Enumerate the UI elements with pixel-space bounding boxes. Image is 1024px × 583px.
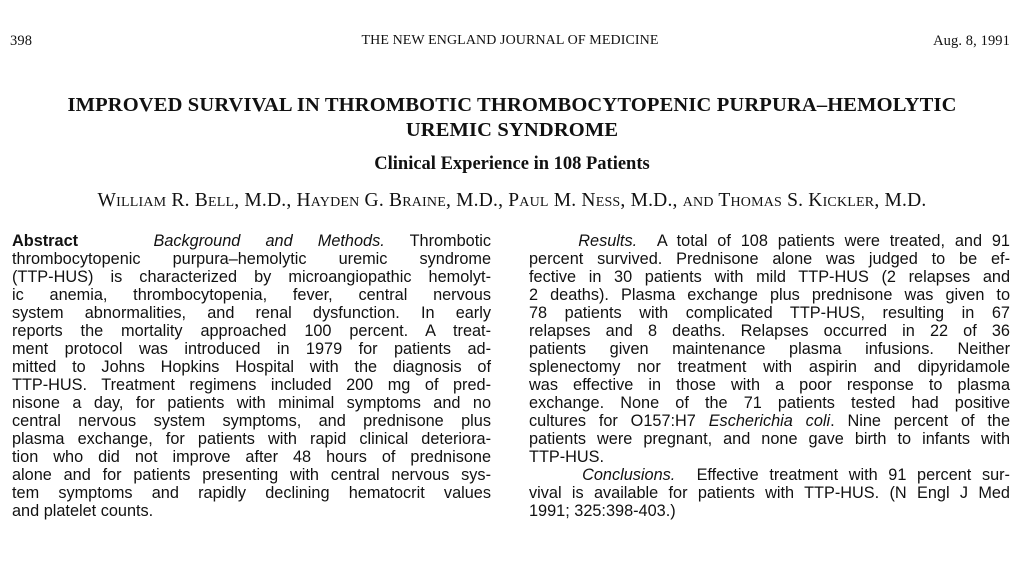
abstract-line: TTP-HUS.: [529, 448, 605, 466]
organism-name: Escherichia coli: [708, 412, 831, 430]
results-text: A total of 108 patients were treated, and 91: [656, 232, 1010, 250]
abstract-line: [12, 232, 491, 250]
abstract-line: and platelet counts.: [12, 502, 154, 520]
abstract-line: [529, 232, 1010, 250]
page-number: 398: [10, 33, 33, 49]
abstract-line: alone and for patients presenting with central nervous sys-: [12, 466, 491, 484]
cultures-suffix: . Nine percent of the: [830, 412, 1010, 430]
abstract-left-column: [12, 232, 491, 520]
abstract-line: reports the mortality approached 100 percent. A treat-: [12, 322, 491, 340]
results-heading: Results.: [578, 232, 638, 250]
abstract-heading: Abstract: [12, 232, 79, 250]
abstract-line: 2 deaths). Plasma exchange plus prednisone was given to: [529, 286, 1010, 304]
abstract-line: [529, 412, 1010, 430]
conclusions-text: Effective treatment with 91 percent sur-: [696, 466, 1010, 484]
abstract-line: thrombocytopenic purpura–hemolytic uremic syndrome: [12, 250, 491, 268]
abstract-line: patients were pregnant, and none gave birth to infants with: [529, 430, 1010, 448]
article-subtitle: Clinical Experience in 108 Patients: [374, 154, 650, 174]
abstract-line: [529, 466, 1010, 484]
abstract-line: ment protocol was introduced in 1979 for patients ad-: [12, 340, 491, 358]
abstract-line: TTP-HUS. Treatment regimens included 200 mg of pred-: [12, 376, 491, 394]
conclusions-heading: Conclusions.: [582, 466, 676, 484]
abstract-line: percent survived. Prednisone alone was judged to be ef-: [529, 250, 1010, 268]
abstract-line: was effective in those with a poor response to plasma: [529, 376, 1010, 394]
abstract-line: vival is available for patients with TTP-HUS. (N Engl J Med: [529, 484, 1010, 502]
abstract-line: patients given maintenance plasma infusions. Neither: [529, 340, 1010, 358]
abstract-line: nisone a day, for patients with minimal symptoms and no: [12, 394, 491, 412]
abstract-line: system abnormalities, and renal dysfunction. In early: [12, 304, 491, 322]
abstract-right-column: [529, 232, 1010, 520]
abstract-line: mitted to Johns Hopkins Hospital with the diagnosis of: [12, 358, 491, 376]
author-list: William R. Bell, M.D., Hayden G. Braine, M.D., Paul M. Ness, M.D., and Thomas S. Kickler, M.D.: [97, 190, 927, 211]
abstract-line: fective in 30 patients with mild TTP-HUS (2 relapses and: [529, 268, 1010, 286]
title-line-1: IMPROVED SURVIVAL IN THROMBOTIC THROMBOCYTOPENIC PURPURA–HEMOLYTIC: [67, 94, 957, 116]
cultures-text: cultures for O157:H7: [529, 412, 709, 430]
journal-name: THE NEW ENGLAND JOURNAL OF MEDICINE: [361, 33, 659, 48]
abstract-line: exchange. None of the 71 patients tested had positive: [529, 394, 1010, 412]
abstract-line: tion who did not improve after 48 hours of prednisone: [12, 448, 491, 466]
article-title: [0, 93, 1024, 143]
abstract-line: tem symptoms and rapidly declining hematocrit values: [12, 484, 491, 502]
running-head: [10, 33, 1010, 53]
abstract-line: relapses and 8 deaths. Relapses occurred in 22 of 36: [529, 322, 1010, 340]
abstract-text: Thrombotic: [384, 232, 491, 250]
abstract-line: central nervous system symptoms, and prednisone plus: [12, 412, 491, 430]
abstract-line: plasma exchange, for patients with rapid clinical deteriora-: [12, 430, 491, 448]
title-line-2: UREMIC SYNDROME: [405, 119, 619, 141]
abstract-line: ic anemia, thrombocytopenia, fever, central nervous: [12, 286, 491, 304]
abstract-line: 1991; 325:398-403.): [529, 502, 676, 520]
abstract-line: 78 patients with complicated TTP-HUS, resulting in 67: [529, 304, 1010, 322]
abstract-line: (TTP-HUS) is characterized by microangiopathic hemolyt-: [12, 268, 491, 286]
background-heading: Background and Methods.: [153, 232, 385, 250]
abstract-line: splenectomy nor treatment with aspirin and dipyridamole: [529, 358, 1010, 376]
issue-date: Aug. 8, 1991: [933, 33, 1010, 49]
